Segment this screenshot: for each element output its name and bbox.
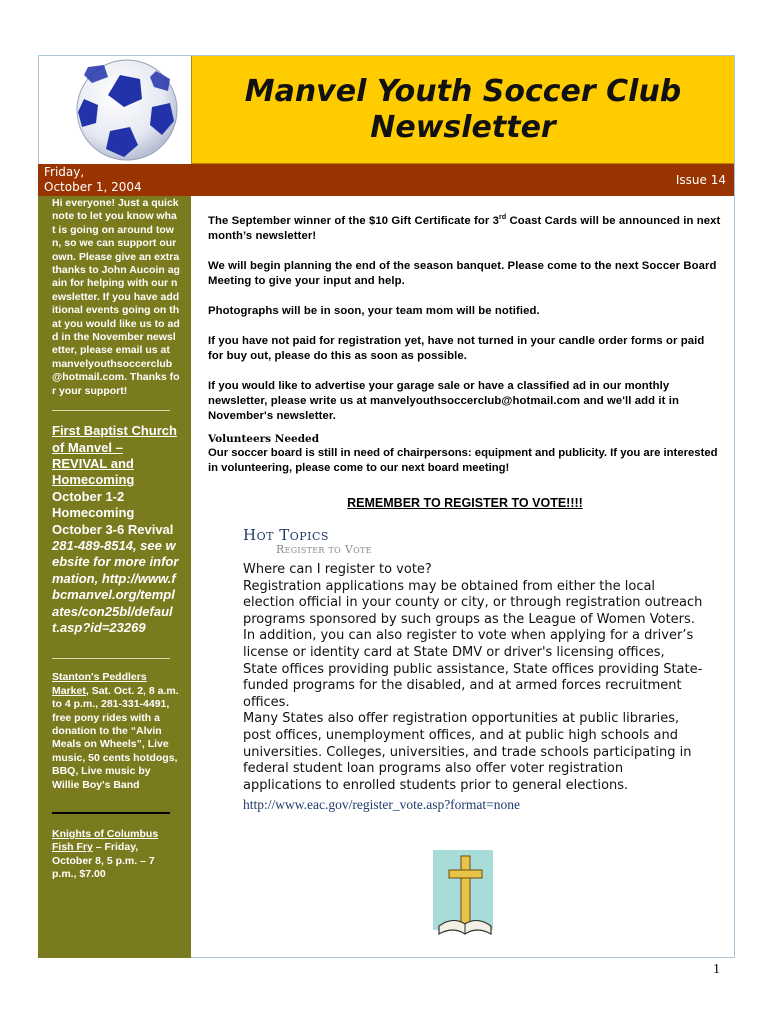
vote-registration-link[interactable]: http://www.eac.gov/register_vote.asp?format=none (243, 797, 521, 813)
church-event-contact[interactable]: 281-489-8514, see website for more information, http://www.fbcmanvel.org/templates/con25bl/default.asp?id=23269 (52, 537, 179, 635)
page-number: 1 (713, 962, 720, 977)
volunteers-heading: Volunteers Needed (208, 432, 320, 445)
news-item-gift-certificate (208, 210, 722, 244)
church-event (52, 423, 180, 636)
knights-event-text: – Friday, October 8, 5 p.m. – 7 p.m., $7.00 (52, 841, 155, 881)
date-value: October 1, 2004 (44, 180, 142, 194)
market-event (52, 671, 180, 792)
hot-topics-body (243, 562, 703, 794)
date-day: Friday, (44, 165, 85, 179)
main-column (208, 210, 722, 510)
hot-topics (243, 526, 703, 813)
sidebar-divider (52, 658, 170, 659)
date-box (38, 164, 191, 196)
issue-bar (191, 164, 734, 196)
register-reminder: REMEMBER TO REGISTER TO VOTE!!!! (347, 495, 583, 510)
issue-number: Issue 14 (675, 173, 726, 187)
newsletter-title-box (191, 56, 734, 164)
news-item-advertise: If you would like to advertise your garage sale or have a classified ad in our monthly newsletter, please write us at manvelyouthsoccerclub@hotmail.com and we'll add it in November's newsletter. (208, 379, 679, 422)
church-event-title[interactable]: First Baptist Church of Manvel – REVIVAL and Homecoming (52, 423, 177, 488)
sidebar-intro: Hi everyone! Just a quick note to let you know what is going on around town, so we can support our own. Please give an extra thanks to John Aucoin again for helping with our newsletter. If you have additional events going on that you would like us to add in the November newsletter, please email us at manvelyouthsoccerclub@hotmail.com. Thanks for your support! (52, 197, 180, 397)
hot-topics-title: Hot Topics (243, 526, 329, 544)
church-event-dates: October 1-2 Homecoming October 3-6 Revival (52, 488, 174, 537)
title-line-2: Newsletter (370, 109, 556, 145)
superscript: rd (499, 214, 507, 221)
soccer-ball-icon (62, 57, 192, 163)
volunteers-text: Our soccer board is still in need of chairpersons: equipment and publicity. If you are interested in volunteering, please come to our next board meeting! (208, 446, 718, 474)
sidebar-divider (52, 812, 170, 814)
hot-topics-paragraph: Registration applications may be obtained from either the local election official in your county or city, or through registration outreach programs sponsored by such groups as the League of Women Voters. In addition, you can also register to vote when applying for a driver’s license or identity card at State DMV or driver's licensing offices, State offices providing public assistance, State offices providing State-funded programs for the disabled, and at armed forces recruitment offices. (243, 578, 703, 710)
news-text: The September winner of the $10 Gift Certificate for 3 (208, 214, 500, 227)
news-text: Coast Cards will be announced in next month’s newsletter! (208, 214, 721, 242)
newsletter-title (245, 74, 682, 146)
knights-event-title[interactable]: Knights of Columbus Fish Fry (52, 828, 159, 854)
market-event-text: , Sat. Oct. 2, 8 a.m. to 4 p.m., 281-331-4491, free pony rides with a donation to the “Alvin Meals on Wheels”, Live music, 50 cents hotdogs, BBQ, Live music by Willie Boy's Band (52, 684, 179, 791)
market-event-title[interactable]: Stanton's Peddlers Market (52, 671, 147, 697)
news-item-banquet: We will begin planning the end of the season banquet. Please come to the next Soccer Board Meeting to give your input and help. (208, 259, 717, 287)
news-item-photographs: Photographs will be in soon, your team mom will be notified. (208, 304, 540, 317)
hot-topics-question: Where can I register to vote? (243, 562, 432, 577)
cross-bible-icon (433, 848, 497, 940)
hot-topics-subtitle: Register to Vote (276, 543, 372, 556)
sidebar-content (52, 196, 180, 882)
hot-topics-paragraph: Many States also offer registration opportunities at public libraries, post offices, unemployment offices, and at public high schools and universities. Colleges, universities, and trade schools participating in federal student loan programs also offer voter registration applications to enrolled students prior to general elections. (243, 711, 692, 793)
sidebar-divider (52, 410, 170, 411)
news-item-registration: If you have not paid for registration yet, have not turned in your candle order forms or paid for buy out, please do this as soon as possible. (208, 334, 705, 362)
title-line-1: Manvel Youth Soccer Club (244, 73, 682, 109)
knights-event (52, 828, 180, 882)
